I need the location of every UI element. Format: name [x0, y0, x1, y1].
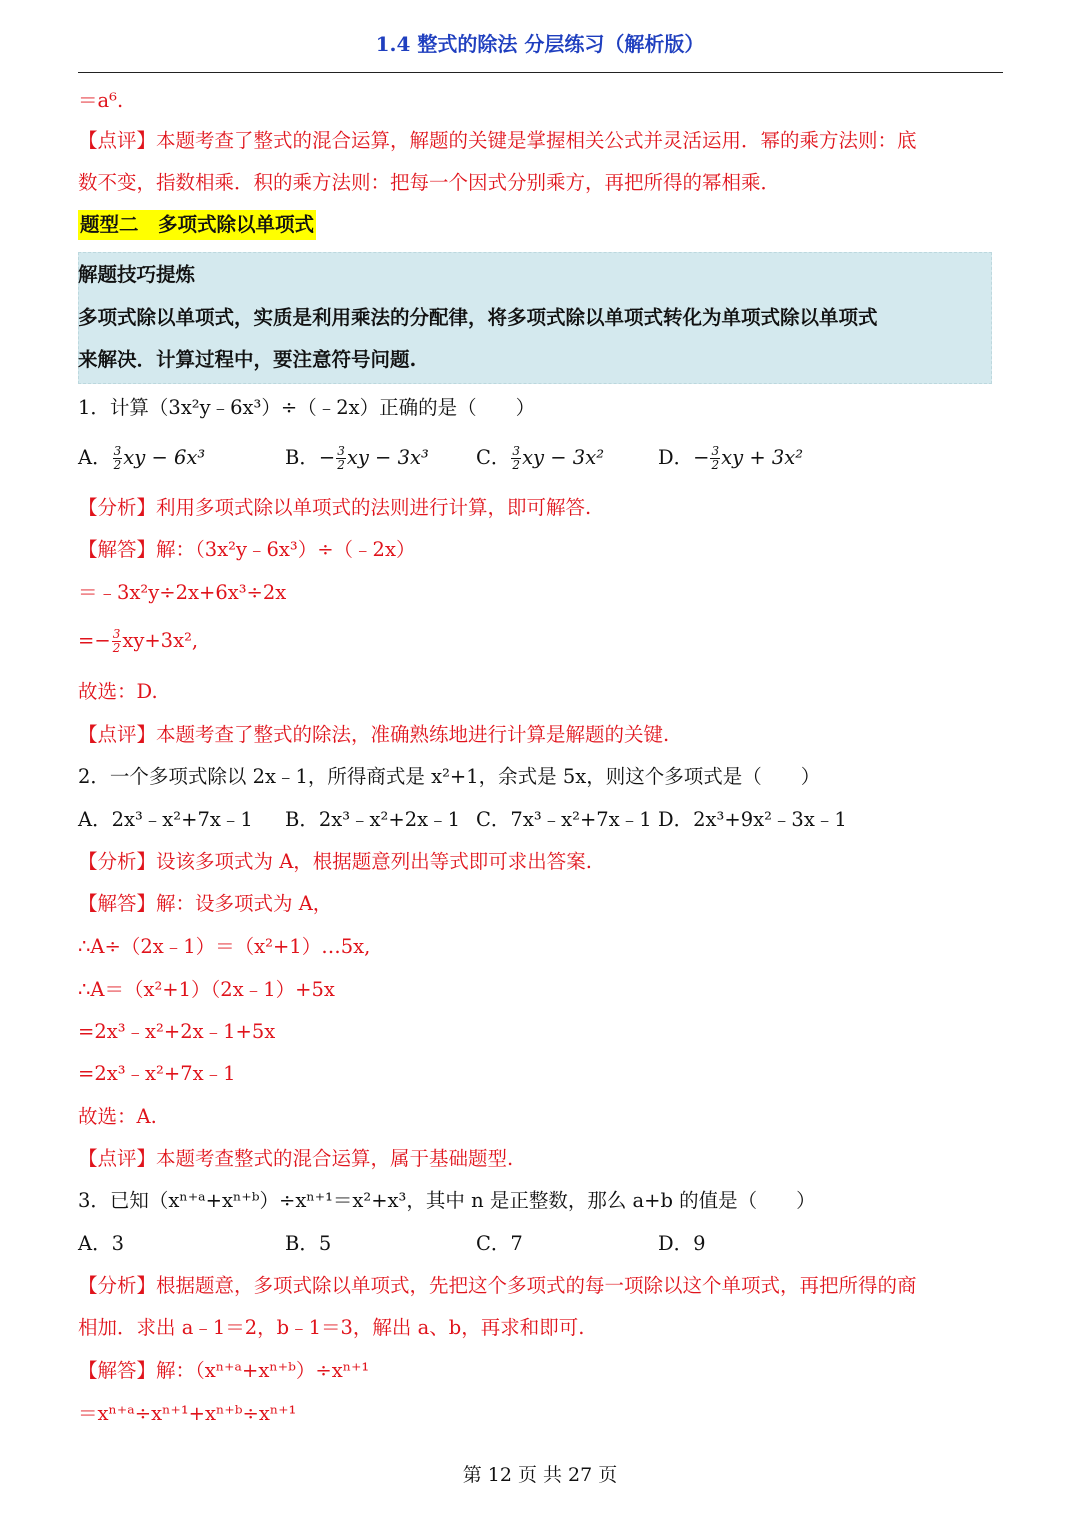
question-3-solution-2: ＝xⁿ⁺ᵃ÷xⁿ⁺¹+xⁿ⁺ᵇ÷xⁿ⁺¹: [78, 1402, 297, 1425]
fraction-numerator: 3: [711, 444, 720, 458]
option-c: C．7x³﹣x²+7x﹣1: [476, 808, 652, 831]
result-line: ＝a⁶.: [78, 89, 124, 112]
option-a: [78, 445, 205, 472]
question-2-solution-3: ∴A＝（x²+1）（2x﹣1）+5x: [78, 978, 335, 1001]
question-1-stem: 1．计算（3x²y﹣6x³）÷（﹣2x）正确的是（ ）: [78, 396, 536, 419]
option-b: [285, 445, 429, 472]
tips-heading: 解题技巧提炼: [78, 263, 196, 286]
question-1-comment: 【点评】本题考查了整式的除法，准确熟练地进行计算是解题的关键.: [78, 723, 670, 746]
question-2-stem: 2．一个多项式除以 2x﹣1，所得商式是 x²+1，余式是 5x，则这个多项式是（ ）: [78, 765, 821, 788]
question-2-solution-5: =2x³﹣x²+7x﹣1: [78, 1062, 236, 1085]
minus-sign: =−: [78, 629, 111, 652]
fraction-denominator: 2: [512, 458, 521, 472]
question-3-solution-1: 【解答】解：（xⁿ⁺ᵃ+xⁿ⁺ᵇ）÷xⁿ⁺¹: [78, 1359, 370, 1382]
question-3-analysis-2: 相加．求出 a﹣1＝2，b﹣1＝3，解出 a、b，再求和即可.: [78, 1316, 585, 1339]
fraction: [511, 445, 521, 472]
fraction: [710, 445, 720, 472]
fraction-denominator: 2: [112, 641, 121, 655]
option-expression: xy − 3x²: [522, 446, 605, 469]
question-1-solution-1: 【解答】解：（3x²y﹣6x³）÷（﹣2x）: [78, 538, 416, 561]
fraction-numerator: 3: [337, 444, 345, 458]
option-d: [658, 445, 803, 472]
question-1-solution-2: ＝﹣3x²y÷2x+6x³÷2x: [78, 581, 287, 604]
question-1-analysis: 【分析】利用多项式除以单项式的法则进行计算，即可解答.: [78, 496, 592, 519]
question-3-stem: 3．已知（xⁿ⁺ᵃ+xⁿ⁺ᵇ）÷xⁿ⁺¹＝x²+x³，其中 n 是正整数，那么 a+b 的值是（ ）: [78, 1189, 816, 1212]
fraction: [113, 445, 123, 472]
fraction-numerator: 3: [113, 444, 122, 458]
option-letter: B．: [285, 446, 319, 469]
question-2-options: [78, 807, 998, 835]
fraction: [112, 628, 122, 655]
option-letter: D．: [658, 446, 694, 469]
option-letter: C．: [476, 446, 511, 469]
question-2-solution-1: 【解答】解：设多项式为 A，: [78, 892, 333, 915]
option-a: A．3: [78, 1232, 124, 1255]
option-expression: xy − 3x³: [346, 446, 429, 469]
option-letter: A．: [78, 446, 112, 469]
option-expression: xy − 6x³: [123, 446, 206, 469]
question-1-solution-3: [78, 628, 198, 655]
question-2-answer: 故选：A.: [78, 1105, 157, 1128]
option-b: B．2x³﹣x²+2x﹣1: [285, 808, 461, 831]
option-d: D．2x³+9x²﹣3x﹣1: [658, 808, 847, 831]
comment-line-1: 【点评】本题考查了整式的混合运算，解题的关键是掌握相关公式并灵活运用．幂的乘方法则：底: [78, 129, 917, 152]
page-number: 第 12 页 共 27 页: [462, 1464, 618, 1486]
fraction: [336, 445, 346, 472]
option-b: B．5: [285, 1232, 332, 1255]
question-1-options: [78, 445, 998, 477]
question-1-answer: 故选：D.: [78, 680, 158, 703]
section-heading: 题型二 多项式除以单项式: [78, 210, 316, 240]
option-d: D．9: [658, 1232, 706, 1255]
option-a: A．2x³﹣x²+7x﹣1: [78, 808, 253, 831]
option-sign: −: [693, 446, 710, 469]
question-3-options: [78, 1231, 998, 1259]
option-c: C．7: [476, 1232, 523, 1255]
question-2-solution-2: ∴A÷（2x﹣1）＝（x²+1）…5x,: [78, 935, 371, 958]
fraction-denominator: 2: [337, 458, 345, 472]
expression-rest: xy+3x²,: [122, 629, 199, 652]
question-2-solution-4: =2x³﹣x²+2x﹣1+5x: [78, 1020, 276, 1043]
fraction-denominator: 2: [711, 458, 720, 472]
fraction-numerator: 3: [112, 627, 121, 641]
page-title: 1.4 整式的除法 分层练习（解析版）: [375, 32, 705, 56]
option-expression: xy + 3x²: [721, 446, 804, 469]
option-c: [476, 445, 604, 472]
fraction-numerator: 3: [512, 444, 521, 458]
question-3-analysis-1: 【分析】根据题意，多项式除以单项式，先把这个多项式的每一项除以这个单项式，再把所得的商: [78, 1274, 917, 1297]
tips-line-2: 来解决．计算过程中，要注意符号问题.: [78, 348, 417, 371]
question-2-comment: 【点评】本题考查整式的混合运算，属于基础题型.: [78, 1147, 514, 1170]
header-divider: [78, 72, 1003, 73]
comment-line-2: 数不变，指数相乘．积的乘方法则：把每一个因式分别乘方，再把所得的幂相乘．: [78, 171, 781, 194]
option-sign: −: [318, 446, 336, 469]
question-2-analysis: 【分析】设该多项式为 A，根据题意列出等式即可求出答案.: [78, 850, 592, 873]
tips-line-1: 多项式除以单项式，实质是利用乘法的分配律，将多项式除以单项式转化为单项式除以单项式: [78, 306, 878, 329]
fraction-denominator: 2: [113, 458, 122, 472]
